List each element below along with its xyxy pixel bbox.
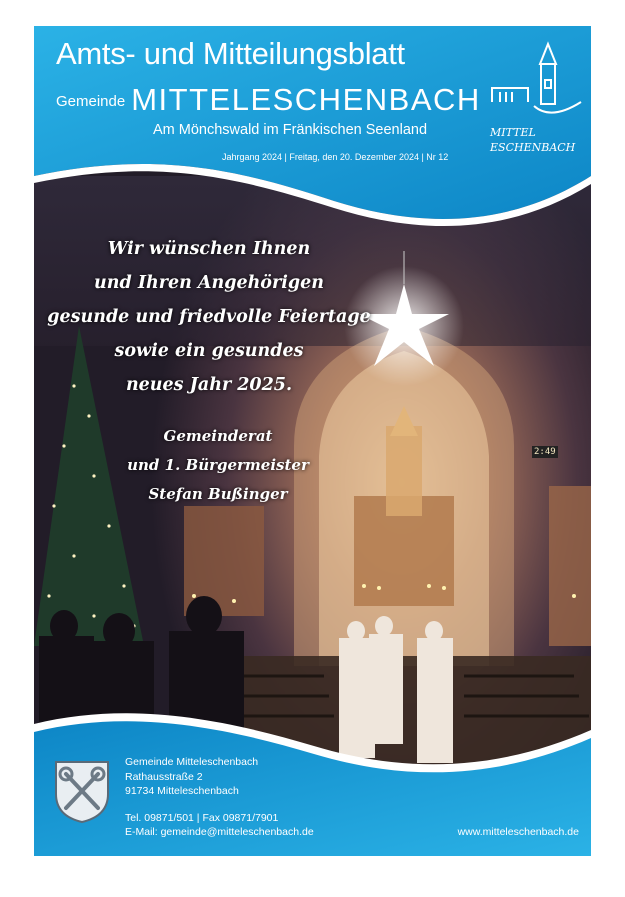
- contact-block: [125, 755, 314, 840]
- municipality-name: MITTELESCHENBACH: [131, 82, 481, 117]
- greeting-line: gesunde und friedvolle Feiertage: [47, 307, 371, 327]
- greeting-line: Wir wünschen Ihnen: [107, 239, 311, 259]
- publication-title: Amts- und Mitteilungsblatt: [56, 36, 405, 71]
- gemeinde-label: Gemeinde: [56, 93, 126, 110]
- issue-info: Jahrgang 2024 | Freitag, den 20. Dezember 2024 | Nr 12: [222, 152, 449, 162]
- signature-line: Gemeinderat: [163, 427, 273, 445]
- phone-fax: Tel. 09871/501 | Fax 09871/7901: [125, 811, 279, 824]
- address-line: Gemeinde Mitteleschenbach: [125, 756, 259, 768]
- subtitle: Am Mönchswald im Fränkischen Seenland: [153, 122, 428, 138]
- coat-of-arms-icon: [54, 760, 110, 824]
- municipality-line: [56, 82, 481, 118]
- greeting-line: sowie ein gesundes: [114, 341, 304, 361]
- website-link[interactable]: www.mitteleschenbach.de: [457, 826, 579, 838]
- christmas-greeting: [44, 232, 374, 402]
- logo-text-1: MITTEL: [490, 126, 536, 139]
- municipality-logo: [486, 36, 586, 164]
- spacer: [125, 799, 314, 811]
- signature-line: Stefan Bußinger: [148, 485, 288, 503]
- cover-page: [34, 26, 591, 856]
- address-line: Rathausstraße 2: [125, 770, 203, 783]
- logo-text-2: ESCHENBACH: [490, 141, 576, 154]
- hymn-board-display: 2:49: [534, 447, 556, 457]
- signature-line: und 1. Bürgermeister: [127, 456, 309, 474]
- greeting-signature: [98, 422, 338, 509]
- greeting-line: neues Jahr 2025.: [125, 375, 293, 395]
- email-link[interactable]: E-Mail: gemeinde@mitteleschenbach.de: [125, 826, 314, 838]
- address-line: 91734 Mitteleschenbach: [125, 785, 239, 797]
- greeting-line: und Ihren Angehörigen: [94, 273, 324, 293]
